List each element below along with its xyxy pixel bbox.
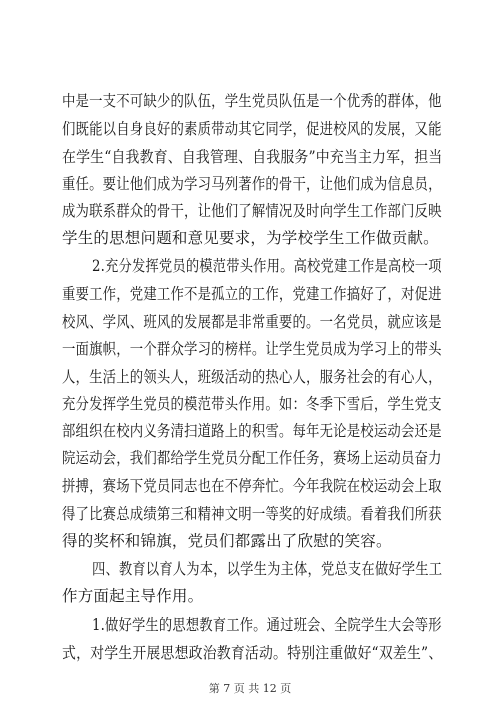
section-4-heading-line: 四、教育以育人为本，以学生为主体，党总支在做好学生工 (92, 560, 443, 578)
body-line: 重要工作，党建工作不是孤立的工作，党建工作搞好了，对促进 (62, 285, 442, 303)
body-line: 一面旗帜，一个群众学习的榜样。让学生党员成为学习上的带头 (62, 340, 442, 358)
body-line: 在学生“自我教育、自我管理、自我服务”中充当主力军，担当 (62, 148, 443, 166)
body-line: 部组织在校内义务清扫道路上的积雪。每年无论是校运动会还是 (62, 422, 442, 440)
body-line: 式，对学生开展思想政治教育活动。特别注重做好“双差生”、 (62, 644, 443, 662)
body-line: 拼搏，赛场下党员同志也在不停奔忙。今年我院在校运动会上取 (62, 477, 442, 495)
body-line: 成为联系群众的骨干，让他们了解情况及时向学生工作部门反映 (62, 202, 442, 220)
body-line: 人，生活上的领头人，班级活动的热心人，服务社会的有心人， (62, 368, 442, 386)
page-number-footer: 第 7 页 共 12 页 (208, 682, 292, 695)
body-line: 充分发挥学生党员的模范带头作用。如：冬季下雪后，学生党支 (62, 395, 442, 413)
body-line: 中是一支不可缺少的队伍，学生党员队伍是一个优秀的群体，他 (62, 92, 442, 110)
body-line: 们既能以自身良好的素质带动其它同学，促进校风的发展，又能 (62, 120, 442, 138)
body-line: 校风、学风、班风的发展都是非常重要的。一名党员，就应该是 (62, 313, 442, 331)
body-line: 作方面起主导作用。 (62, 587, 204, 605)
subsection-1-first-line: 1.做好学生的思想教育工作。通过班会、全院学生大会等形 (92, 616, 442, 634)
body-line: 院运动会，我们都给学生党员分配工作任务，赛场上运动员奋力 (62, 449, 442, 467)
body-line: 得了比赛总成绩第三和精神文明一等奖的好成绩。看着我们所获 (62, 505, 442, 523)
section-2-first-line: 2.充分发挥党员的模范带头作用。高校党建工作是高校一项 (92, 257, 442, 275)
body-line: 得的奖杯和锦旗，党员们都露出了欣慰的笑容。 (62, 532, 392, 550)
body-line: 学生的思想问题和意见要求，为学校学生工作做贡献。 (62, 229, 439, 247)
body-line: 重任。要让他们成为学习马列著作的骨干，让他们成为信息员， (62, 175, 442, 193)
